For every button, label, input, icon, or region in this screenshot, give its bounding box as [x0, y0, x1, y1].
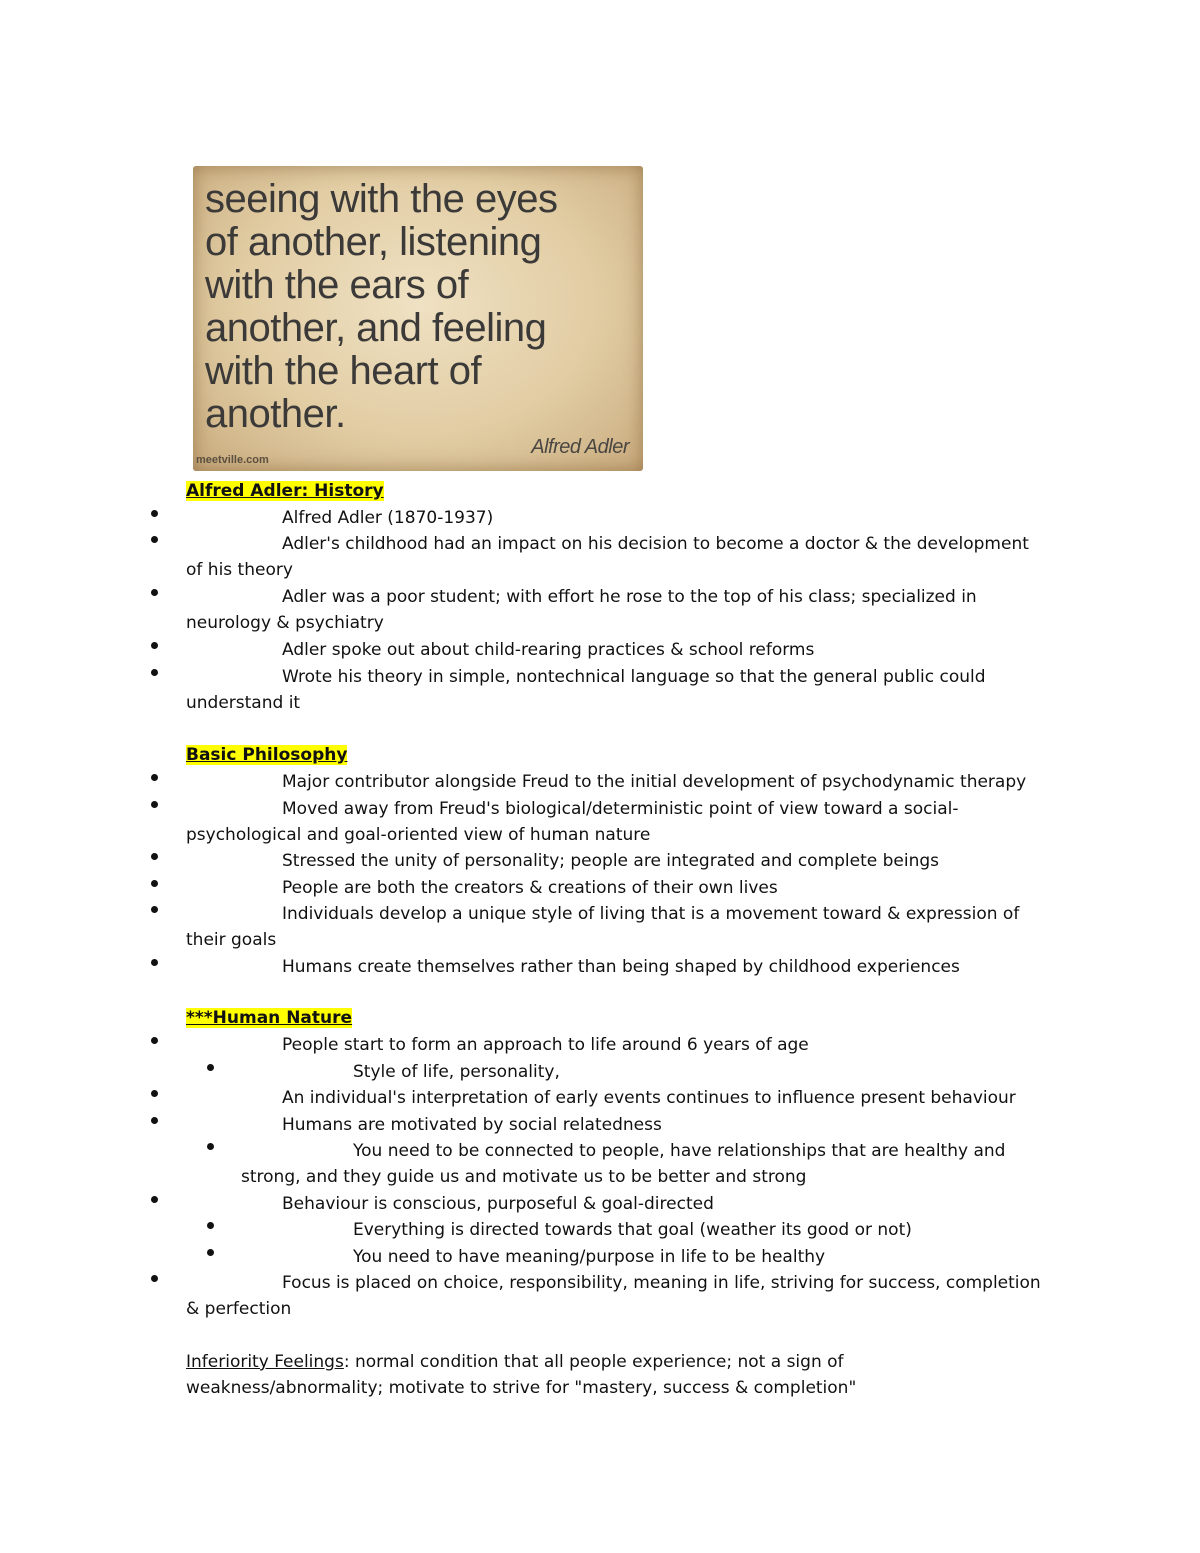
list-item-continuation: neurology & psychiatry	[186, 613, 384, 633]
inferiority-term: Inferiority Feelings	[186, 1352, 344, 1372]
bullet-icon	[151, 642, 158, 649]
list-item-continuation: understand it	[186, 693, 301, 713]
sub-list-item: You need to have meaning/purpose in life to be healthy	[353, 1247, 826, 1267]
inferiority-paragraph-continuation: weakness/abnormality; motivate to strive for "mastery, success & completion"	[186, 1378, 857, 1398]
bullet-icon	[207, 1222, 214, 1229]
bullet-icon	[151, 536, 158, 543]
sub-list-item: Style of life, personality,	[353, 1062, 560, 1082]
bullet-icon	[151, 589, 158, 596]
list-item: An individual's interpretation of early events continues to influence present behaviour	[282, 1088, 1016, 1108]
bullet-icon	[151, 774, 158, 781]
list-item-continuation: psychological and goal-oriented view of human nature	[186, 825, 651, 845]
list-item: Humans are motivated by social relatedness	[282, 1115, 662, 1135]
quote-line: seeing with the eyes	[205, 177, 558, 221]
list-item: Individuals develop a unique style of living that is a movement toward & expression of	[282, 904, 1020, 924]
heading-text: ***Human Nature	[186, 1008, 353, 1028]
bullet-icon	[151, 801, 158, 808]
bullet-icon	[151, 1090, 158, 1097]
bullet-icon	[151, 1117, 158, 1124]
list-item: Alfred Adler (1870-1937)	[282, 508, 494, 528]
inferiority-paragraph	[186, 1349, 844, 1375]
sub-list-item: Everything is directed towards that goal (weather its good or not)	[353, 1220, 912, 1240]
section-heading-philosophy	[186, 742, 347, 768]
list-item-continuation: of his theory	[186, 560, 293, 580]
heading-text: Basic Philosophy	[186, 745, 348, 765]
list-item: Stressed the unity of personality; people are integrated and complete beings	[282, 851, 940, 871]
bullet-icon	[207, 1249, 214, 1256]
bullet-icon	[151, 906, 158, 913]
quote-site: meetville.com	[196, 454, 269, 466]
bullet-icon	[151, 510, 158, 517]
bullet-icon	[151, 959, 158, 966]
list-item: Humans create themselves rather than being shaped by childhood experiences	[282, 957, 960, 977]
sub-list-item: You need to be connected to people, have relationships that are healthy and	[353, 1141, 1006, 1161]
list-item-continuation: & perfection	[186, 1299, 292, 1319]
bullet-icon	[151, 1196, 158, 1203]
section-heading-history	[186, 478, 384, 504]
bullet-icon	[151, 880, 158, 887]
section-heading-human-nature	[186, 1005, 352, 1031]
quote-line: with the heart of	[205, 349, 482, 393]
quote-line: another, and feeling	[205, 306, 547, 350]
sub-list-item-continuation: strong, and they guide us and motivate us to be better and strong	[241, 1167, 807, 1187]
list-item: Wrote his theory in simple, nontechnical language so that the general public could	[282, 667, 986, 687]
quote-text	[205, 178, 635, 436]
quote-line: another.	[205, 392, 346, 436]
list-item-continuation: their goals	[186, 930, 277, 950]
bullet-icon	[151, 1037, 158, 1044]
bullet-icon	[151, 853, 158, 860]
quote-image	[193, 166, 643, 471]
list-item: Major contributor alongside Freud to the initial development of psychodynamic therapy	[282, 772, 1027, 792]
heading-text: Alfred Adler: History	[186, 481, 384, 501]
quote-line: with the ears of	[205, 263, 469, 307]
bullet-icon	[151, 669, 158, 676]
list-item: Moved away from Freud's biological/deterministic point of view toward a social-	[282, 799, 959, 819]
list-item: Adler's childhood had an impact on his decision to become a doctor & the development	[282, 534, 1029, 554]
bullet-icon	[207, 1143, 214, 1150]
list-item: Adler spoke out about child-rearing practices & school reforms	[282, 640, 815, 660]
list-item: Focus is placed on choice, responsibility, meaning in life, striving for success, completion	[282, 1273, 1041, 1293]
list-item: Behaviour is conscious, purposeful & goal-directed	[282, 1194, 714, 1214]
bullet-icon	[207, 1064, 214, 1071]
quote-author: Alfred Adler	[531, 436, 629, 458]
list-item: People are both the creators & creations of their own lives	[282, 878, 778, 898]
list-item: People start to form an approach to life around 6 years of age	[282, 1035, 809, 1055]
bullet-icon	[151, 1275, 158, 1282]
quote-line: of another, listening	[205, 220, 542, 264]
list-item: Adler was a poor student; with effort he rose to the top of his class; specialized in	[282, 587, 977, 607]
inferiority-definition: : normal condition that all people experience; not a sign of	[343, 1352, 844, 1372]
